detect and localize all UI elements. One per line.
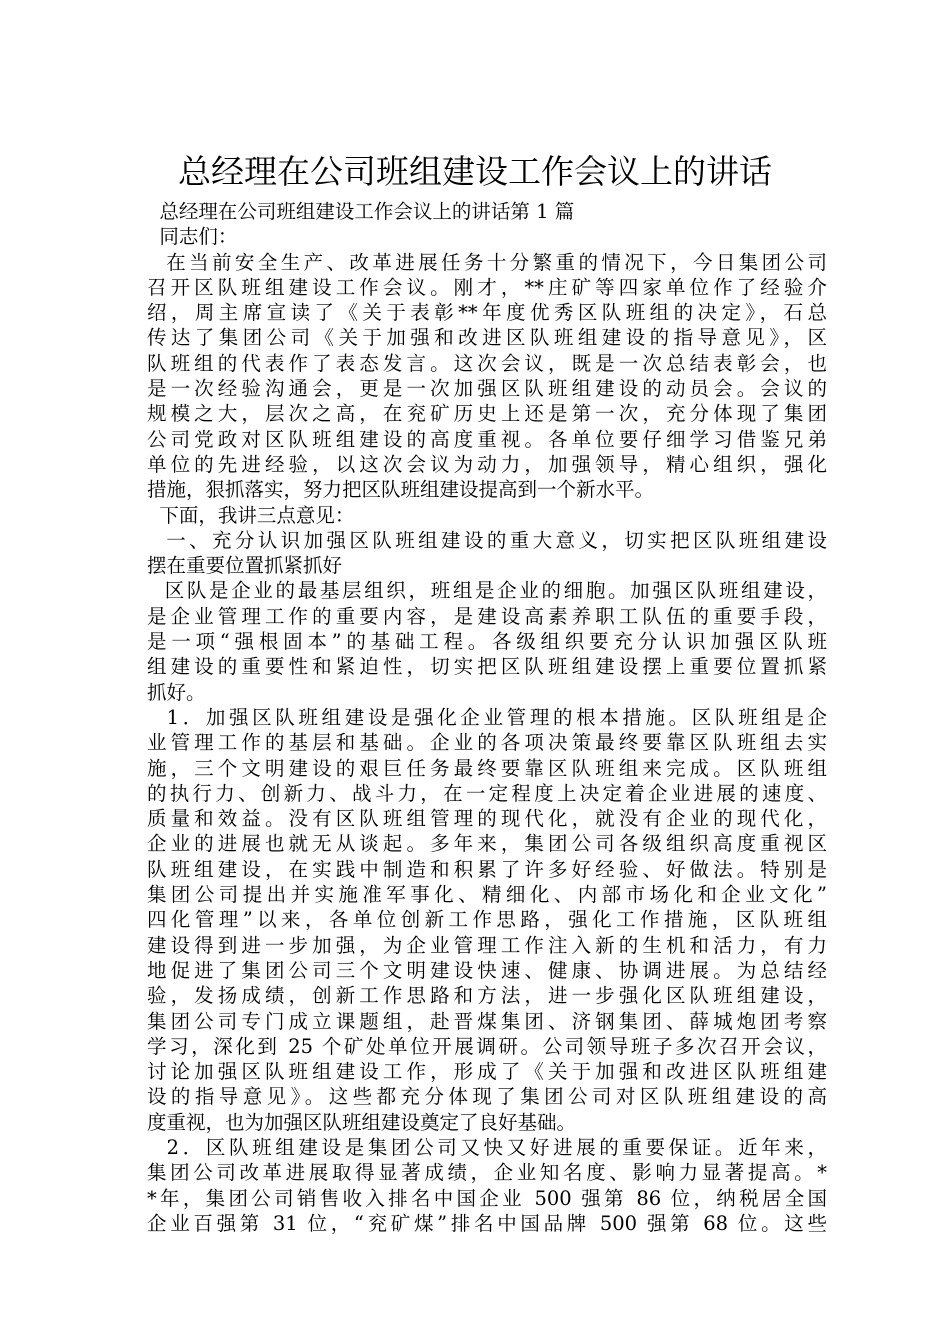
text-line: 传达了集团公司《关于加强和改进区队班组建设的指导意见》，区 — [147, 326, 827, 350]
text-line: 学习，深化到 25 个矿处单位开展调研。公司领导班子多次召开会议， — [147, 1034, 827, 1058]
text-line: 措施，狠抓落实，努力把区队班组建设提高到一个新水平。 — [147, 478, 655, 502]
text-line: *年，集团公司销售收入排名中国企业 500 强第 86 位，纳税居全国 — [147, 1186, 827, 1210]
text-line: 是企业管理工作的重要内容，是建设高素养职工队伍的重要手段， — [147, 604, 827, 628]
text-line: 在当前安全生产、改革进展任务十分繁重的情况下，今日集团公司 — [147, 250, 827, 274]
text-line: 地促进了集团公司三个文明建设快速、健康、协调进展。为总结经 — [147, 958, 827, 982]
text-line: 规模之大，层次之高，在兖矿历史上还是第一次，充分体现了集团 — [147, 402, 827, 426]
text-line: 下面，我讲三点意见： — [147, 503, 355, 527]
text-line: 2．区队班组建设是集团公司又快又好进展的重要保证。近年来， — [147, 1135, 827, 1159]
text-line: 四化管理”以来，各单位创新工作思路，强化工作措施，区队班组 — [147, 908, 827, 932]
text-line: 讨论加强区队班组建设工作，形成了《关于加强和改进区队班组建 — [147, 1060, 827, 1084]
text-line: 队班组的代表作了表态发言。这次会议，既是一次总结表彰会，也 — [147, 351, 827, 375]
text-line: 摆在重要位置抓紧抓好 — [147, 554, 343, 578]
text-line: 质量和效益。没有区队班组管理的现代化，就没有企业的现代化， — [147, 807, 827, 831]
text-line: 1．加强区队班组建设是强化企业管理的根本措施。区队班组是企 — [147, 705, 827, 729]
text-line: 是一次经验沟通会，更是一次加强区队班组建设的动员会。会议的 — [147, 377, 827, 401]
text-line: 企业百强第 31 位，“兖矿煤”排名中国品牌 500 强第 68 位。这些 — [147, 1211, 827, 1235]
text-line: 业管理工作的基层和基础。企业的各项决策最终要靠区队班组去实 — [147, 731, 827, 755]
text-line: 企业的进展也就无从谈起。多年来，集团公司各级组织高度重视区 — [147, 832, 827, 856]
text-line: 是一项“强根固本”的基础工程。各级组织要充分认识加强区队班 — [147, 630, 827, 654]
text-line: 建设得到进一步加强，为企业管理工作注入新的生机和活力，有力 — [147, 933, 827, 957]
text-line: 施，三个文明建设的艰巨任务最终要靠区队班组来完成。区队班组 — [147, 756, 827, 780]
text-line: 绍，周主席宣读了《关于表彰**年度优秀区队班组的决定》，石总 — [147, 301, 827, 325]
document-title: 总经理在公司班组建设工作会议上的讲话 — [178, 152, 772, 192]
text-line: 集团公司提出并实施准军事化、精细化、内部市场化和企业文化” — [147, 883, 827, 907]
text-line: 集团公司改革进展取得显著成绩，企业知名度、影响力显著提高。* — [147, 1161, 827, 1185]
text-line: 的执行力、创新力、战斗力，在一定程度上决定着企业进展的速度、 — [147, 781, 827, 805]
text-line: 验，发扬成绩，创新工作思路和方法，进一步强化区队班组建设， — [147, 984, 827, 1008]
text-line: 公司党政对区队班组建设的高度重视。各单位要仔细学习借鉴兄弟 — [147, 427, 827, 451]
text-line: 队班组建设，在实践中制造和积累了许多好经验、好做法。特别是 — [147, 857, 827, 881]
text-line: 区队是企业的最基层组织，班组是企业的细胞。加强区队班组建设， — [147, 579, 827, 603]
text-line: 同志们： — [147, 225, 238, 249]
document-body — [147, 199, 827, 1236]
text-line: 总经理在公司班组建设工作会议上的讲话第 1 篇 — [147, 200, 575, 223]
text-line: 度重视，也为加强区队班组建设奠定了良好基础。 — [147, 1110, 577, 1134]
text-line: 设的指导意见》。这些都充分体现了集团公司对区队班组建设的高 — [147, 1085, 827, 1109]
text-line: 集团公司专门成立课题组，赴晋煤集团、济钢集团、薛城炮团考察 — [147, 1009, 827, 1033]
text-line: 组建设的重要性和紧迫性，切实把区队班组建设摆上重要位置抓紧 — [147, 655, 827, 679]
text-line: 一、充分认识加强区队班组建设的重大意义，切实把区队班组建设 — [147, 528, 827, 552]
text-line: 抓好。 — [147, 680, 206, 704]
text-line: 召开区队班组建设工作会议。刚才，**庄矿等四家单位作了经验介 — [147, 275, 827, 299]
text-line: 单位的先进经验，以这次会议为动力，加强领导，精心组织，强化 — [147, 452, 827, 476]
